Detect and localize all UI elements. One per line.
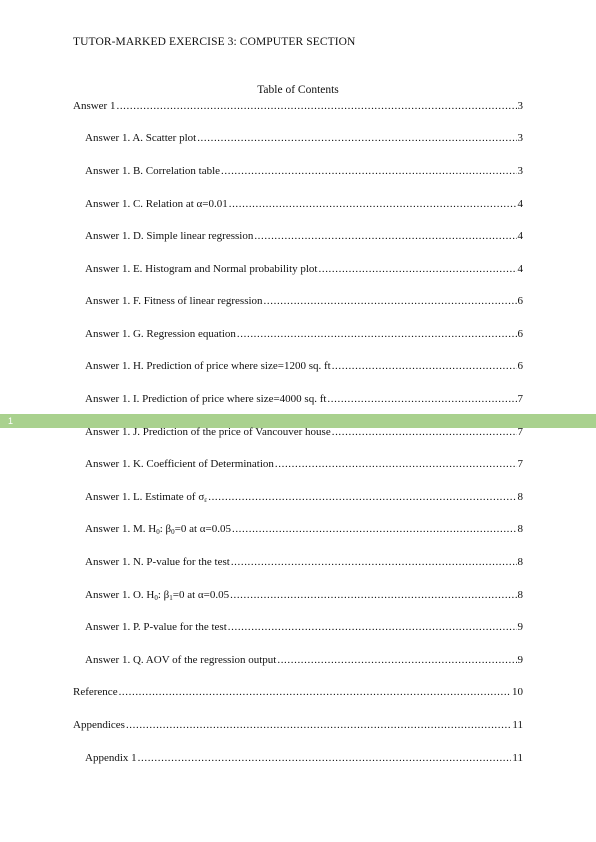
toc-entry-answer-1-c[interactable] [85,197,523,211]
toc-entry-page: 4 [517,230,523,242]
running-head: TUTOR-MARKED EXERCISE 3: COMPUTER SECTION [73,36,356,48]
toc-entry-page: 11 [512,752,523,764]
toc-entry-label: Answer 1. F. Fitness of linear regression [85,295,263,307]
toc-entry-page: 8 [517,491,523,503]
toc-entry-answer-1-d[interactable] [85,229,523,243]
toc-entry-page: 4 [517,263,523,275]
subscript-one: 1 [169,594,173,602]
toc-entry-page: 11 [512,719,523,731]
toc-entry-page: 8 [517,556,523,568]
toc-entry-label [85,522,231,536]
toc-dot-leader [237,327,517,341]
subscript-epsilon: ε [204,496,208,504]
toc-dot-leader [229,197,517,211]
toc-entry-page: 10 [512,686,523,698]
toc-title: Table of Contents [257,84,339,96]
toc-dot-leader [197,131,516,145]
toc-entry-label-text: =0 at α=0.05 [172,589,230,601]
toc-dot-leader [138,751,512,765]
toc-entry-page: 4 [517,198,523,210]
toc-entry-page: 8 [517,589,523,601]
toc-entry-page: 3 [517,132,523,144]
toc-entry-label: Answer 1. B. Correlation table [85,165,221,177]
toc-entry-answer-1-b[interactable] [85,164,523,178]
toc-entry-page: 3 [517,100,523,112]
page-number: 1 [8,416,14,426]
toc-entry-answer-1-n[interactable] [85,555,523,569]
toc-dot-leader [232,522,517,536]
toc-entry-answer-1-a[interactable] [85,131,523,145]
toc-entry-label: Answer 1. P. P-value for the test [85,621,227,633]
toc-dot-leader [119,685,511,699]
toc-dot-leader [254,229,516,243]
toc-entry-answer-1-g[interactable] [85,327,523,341]
toc-entry-label: Reference [73,686,118,698]
toc-entry-page: 8 [517,523,523,535]
toc-entry-label-text: Answer 1. M. H [85,523,157,535]
toc-entry-page: 6 [517,328,523,340]
toc-entry-page: 3 [517,165,523,177]
toc-dot-leader [231,555,517,569]
toc-entry-appendix-1[interactable] [85,751,523,765]
toc-entry-appendices[interactable] [73,718,523,732]
toc-dot-leader [228,620,517,634]
toc-dot-leader [126,718,511,732]
subscript-zero: 0 [156,528,160,536]
toc-entry-page: 6 [517,295,523,307]
toc-entry-answer-1-m[interactable] [85,522,523,536]
toc-entry-label-text: =0 at α=0.05 [174,523,231,535]
toc-entry-label: Answer 1 [73,100,116,112]
toc-entry-label [85,588,229,602]
toc-entry-label: Answer 1. E. Histogram and Normal probability plot [85,263,318,275]
toc-entry-label: Answer 1. G. Regression equation [85,328,236,340]
toc-entry-page: 7 [517,393,523,405]
toc-entry-label: Answer 1. Q. AOV of the regression output [85,654,277,666]
toc-entry-answer-1-q[interactable] [85,653,523,667]
toc-entry-page: 6 [517,360,523,372]
toc-dot-leader [230,588,516,602]
toc-entry-reference[interactable] [73,685,523,699]
toc-entry-answer-1-f[interactable] [85,294,523,308]
toc-dot-leader [277,653,516,667]
toc-entry-label: Answer 1. N. P-value for the test [85,556,230,568]
toc-entry-label-text: : β [157,589,170,601]
toc-entry-label: Answer 1. I. Prediction of price where size=4000 sq. ft [85,393,327,405]
toc-dot-leader [332,425,517,439]
toc-entry-page: 7 [517,426,523,438]
subscript-zero: 0 [171,528,175,536]
toc-entry-answer-1-o[interactable] [85,588,523,602]
toc-entry-label: Answer 1. A. Scatter plot [85,132,197,144]
toc-entry-page: 7 [517,458,523,470]
toc-entry-label-text: : β [159,523,172,535]
toc-entry-answer-1-p[interactable] [85,620,523,634]
toc-entry-answer-1-k[interactable] [85,457,523,471]
toc-entry-label: Answer 1. H. Prediction of price where size=1200 sq. ft [85,360,331,372]
toc-entry-answer-1[interactable] [73,99,523,113]
toc-dot-leader [116,99,516,113]
toc-entry-label [85,490,207,504]
toc-dot-leader [221,164,516,178]
toc-entry-label-text: Answer 1. L. Estimate of σ [85,491,205,503]
toc-entry-answer-1-e[interactable] [85,262,523,276]
toc-entry-answer-1-i[interactable] [85,392,523,406]
toc-dot-leader [319,262,517,276]
toc-entry-label-text: Answer 1. O. H [85,589,155,601]
toc-entry-page: 9 [517,654,523,666]
subscript-zero: 0 [154,594,158,602]
toc-entry-label: Appendix 1 [85,752,137,764]
toc-entry-page: 9 [517,621,523,633]
toc-entry-label: Answer 1. K. Coefficient of Determination [85,458,274,470]
toc-entry-answer-1-h[interactable] [85,359,523,373]
toc-dot-leader [264,294,517,308]
toc-entry-answer-1-l[interactable] [85,490,523,504]
toc-dot-leader [275,457,517,471]
toc-entry-answer-1-j[interactable] [85,425,523,439]
toc-dot-leader [208,490,516,504]
toc-entry-label: Answer 1. D. Simple linear regression [85,230,254,242]
toc-entry-label: Answer 1. J. Prediction of the price of Vancouver house [85,426,331,438]
toc-dot-leader [327,392,516,406]
toc-dot-leader [332,359,517,373]
toc-entry-label: Appendices [73,719,125,731]
toc-entry-label: Answer 1. C. Relation at α=0.01 [85,198,228,210]
